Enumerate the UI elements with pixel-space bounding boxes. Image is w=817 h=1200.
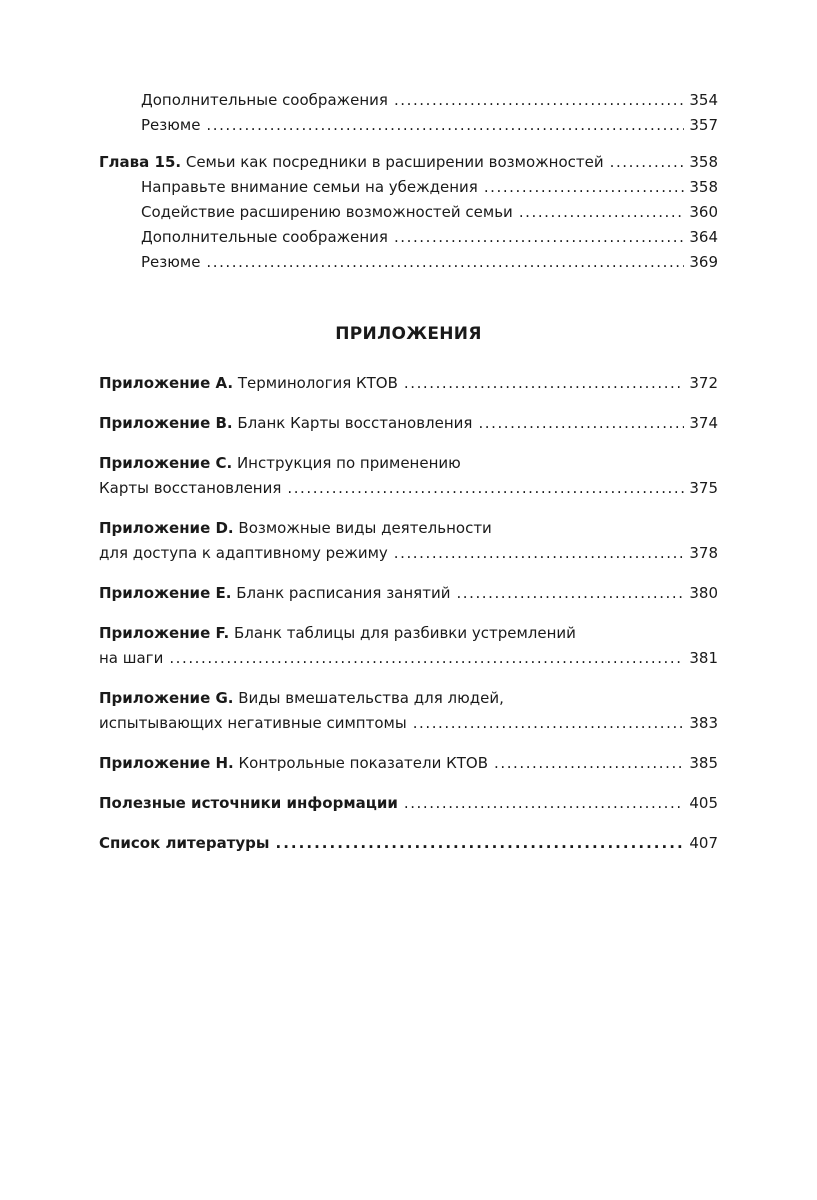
leader-dots xyxy=(413,711,685,736)
toc-entry-title: Резюме xyxy=(141,116,201,134)
leader-dots xyxy=(206,113,684,138)
toc-entry-title: Дополнительные соображения xyxy=(141,228,388,246)
toc-entry[interactable] xyxy=(99,250,718,275)
leader-dots xyxy=(394,225,684,250)
appendix-title: Бланк таблицы для разбивки устремлений xyxy=(233,624,576,642)
appendix-c[interactable] xyxy=(99,451,718,501)
appendix-title: Бланк Карты восстановления xyxy=(237,414,473,432)
appendix-page: 383 xyxy=(689,714,718,732)
appendix-title: Контрольные показатели КТОВ xyxy=(238,754,489,772)
leader-dots xyxy=(287,476,684,501)
appendix-title: Инструкция по применению xyxy=(236,454,461,472)
appendix-page: 380 xyxy=(689,584,718,602)
appendix-title-cont: Карты восстановления xyxy=(99,479,282,497)
appendix-d[interactable] xyxy=(99,516,718,566)
leader-dots xyxy=(484,175,685,200)
leader-dots xyxy=(404,791,684,816)
toc-entry-page: 369 xyxy=(689,253,718,271)
toc-entry[interactable] xyxy=(99,225,718,250)
toc-entry[interactable] xyxy=(99,200,718,225)
toc-entry-page: 360 xyxy=(689,203,718,221)
toc-entry-title: Дополнительные соображения xyxy=(141,91,388,109)
appendix-label: Приложение D. xyxy=(99,519,234,537)
appendix-page: 378 xyxy=(689,544,718,562)
appendix-g[interactable] xyxy=(99,686,718,736)
appendix-f[interactable] xyxy=(99,621,718,671)
leader-dots xyxy=(456,581,684,606)
leader-dots xyxy=(169,646,684,671)
useful-sources-entry[interactable] xyxy=(99,791,718,816)
appendices-heading: ПРИЛОЖЕНИЯ xyxy=(335,324,482,344)
references-page: 407 xyxy=(689,834,718,852)
appendix-title-cont: для доступа к адаптивному режиму xyxy=(99,544,388,562)
toc-entry[interactable] xyxy=(99,175,718,200)
chapter-label: Глава 15. xyxy=(99,153,182,171)
leader-dots xyxy=(275,831,684,856)
leader-dots xyxy=(610,150,685,175)
appendix-h[interactable] xyxy=(99,751,718,776)
appendix-title: Виды вмешательства для людей, xyxy=(238,689,504,707)
appendix-title-cont: на шаги xyxy=(99,649,164,667)
toc-chapter-15[interactable] xyxy=(99,150,718,175)
appendix-page: 381 xyxy=(689,649,718,667)
toc-entry[interactable] xyxy=(99,88,718,113)
appendix-e[interactable] xyxy=(99,581,718,606)
leader-dots xyxy=(394,88,684,113)
appendix-label: Приложение B. xyxy=(99,414,233,432)
appendix-title-cont: испытывающих негативные симптомы xyxy=(99,714,407,732)
toc-entry-title: Направьте внимание семьи на убеждения xyxy=(141,178,478,196)
chapter-title xyxy=(99,150,604,175)
chapter-page: 358 xyxy=(689,153,718,171)
toc-entry-page: 354 xyxy=(689,91,718,109)
appendix-b[interactable] xyxy=(99,411,718,436)
appendix-label: Приложение F. xyxy=(99,624,230,642)
appendix-page: 375 xyxy=(689,479,718,497)
useful-sources-title: Полезные источники информации xyxy=(99,794,398,812)
leader-dots xyxy=(478,411,684,436)
references-entry[interactable] xyxy=(99,831,718,856)
appendix-label: Приложение G. xyxy=(99,689,234,707)
appendix-label: Приложение C. xyxy=(99,454,233,472)
leader-dots xyxy=(519,200,685,225)
appendix-title: Бланк расписания занятий xyxy=(236,584,451,602)
leader-dots xyxy=(494,751,684,776)
leader-dots xyxy=(394,541,685,566)
leader-dots xyxy=(206,250,684,275)
toc-entry[interactable] xyxy=(99,113,718,138)
toc-entry-page: 357 xyxy=(689,116,718,134)
appendix-label: Приложение H. xyxy=(99,754,234,772)
appendix-page: 372 xyxy=(689,374,718,392)
toc-entry-title: Содействие расширению возможностей семьи xyxy=(141,203,513,221)
chapter-title-text: Семьи как посредники в расширении возможностей xyxy=(185,153,604,171)
useful-sources-page: 405 xyxy=(689,794,718,812)
appendix-label: Приложение A. xyxy=(99,374,234,392)
leader-dots xyxy=(404,371,684,396)
appendix-title: Возможные виды деятельности xyxy=(238,519,492,537)
toc-entry-page: 358 xyxy=(689,178,718,196)
appendix-label: Приложение E. xyxy=(99,584,232,602)
appendix-page: 385 xyxy=(689,754,718,772)
appendix-a[interactable] xyxy=(99,371,718,396)
appendix-title: Терминология КТОВ xyxy=(237,374,398,392)
toc-entry-title: Резюме xyxy=(141,253,201,271)
appendix-page: 374 xyxy=(689,414,718,432)
toc-entry-page: 364 xyxy=(689,228,718,246)
references-title: Список литературы xyxy=(99,834,270,852)
